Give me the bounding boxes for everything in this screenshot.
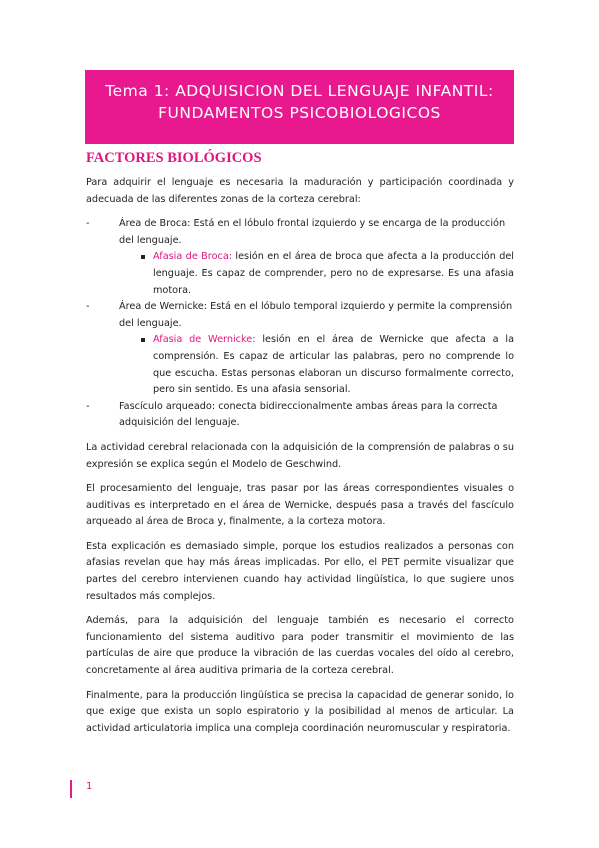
- document-body: [86, 175, 514, 745]
- areas-list: [86, 216, 514, 432]
- paragraph-geschwind: La actividad cerebral relacionada con la adquisición de la comprensión de palabras o su expresión se explica según el Modelo de Geschwind.: [86, 441, 514, 470]
- afasia-broca-text: lesión en el área de broca que afecta a la producción del lenguaje. Es capaz de comprender, pero no de expresarse. Es una afasia motora.: [153, 251, 514, 296]
- dash-bullet: -: [86, 218, 90, 230]
- paragraph-explicacion: Esta explicación es demasiado simple, porque los estudios realizados a personas con afasias revelan que hay más áreas implicadas. Por ello, el PET permite visualizar que partes del cerebro intervienen cuando hay actividad lingüística, lo que sugiere unos resultados más complejos.: [86, 540, 514, 602]
- dash-bullet: -: [86, 301, 90, 313]
- title-banner: [85, 70, 514, 144]
- sublist-item-afasia-broca: [119, 249, 514, 299]
- broca-sublist: [119, 249, 514, 299]
- paragraph-auditivo: Además, para la adquisición del lenguaje también es necesario el correcto funcionamiento del sistema auditivo para poder transmitir el movimiento de las partículas de aire que produce la vibración de las cuerdas vocales del oído al cerebro, concretamente al área auditiva primaria de la corteza cerebral.: [86, 615, 514, 677]
- list-item-wernicke: [86, 299, 514, 399]
- section-heading: FACTORES BIOLÓGICOS: [86, 150, 262, 166]
- page-number: 1: [86, 781, 93, 792]
- afasia-broca-term: Afasia de Broca:: [153, 251, 233, 263]
- paragraph-produccion: Finalmente, para la producción lingüística se precisa la capacidad de generar sonido, lo que exige que exista un soplo espiratorio y la posibilidad al menos de articular. La actividad articulatoria implica una compleja coordinación neuromuscular y respiratoria.: [86, 689, 514, 734]
- wernicke-text: Área de Wernicke: Está en el lóbulo temporal izquierdo y permite la comprensión del lenguaje.: [119, 301, 513, 329]
- paragraph-procesamiento: El procesamiento del lenguaje, tras pasar por las áreas correspondientes visuales o auditivas es interpretado en el área de Wernicke, después pasa a través del fascículo arqueado al área de Broca y, finalmente, a la corteza motora.: [86, 483, 514, 528]
- list-item-broca: [86, 216, 514, 299]
- dash-bullet: -: [86, 400, 90, 412]
- fasciculo-text: Fascículo arqueado: conecta bidireccionalmente ambas áreas para la correcta adquisición del lenguaje.: [119, 400, 498, 429]
- afasia-wernicke-text: lesión en el área de Wernicke que afecta a la comprensión. Es capaz de articular las palabras, pero no comprende lo que escucha. Estas personas elaboran un discurso formalmente correcto, pero sin sentido. Es una afasia sensorial.: [153, 334, 515, 396]
- list-item-fasciculo: [86, 399, 514, 432]
- title-line-2: FUNDAMENTOS PSICOBIOLOGICOS: [158, 104, 441, 122]
- square-bullet-icon: [141, 255, 145, 259]
- title-line-1: Tema 1: ADQUISICION DEL LENGUAJE INFANTIL:: [105, 82, 494, 100]
- intro-paragraph: Para adquirir el lenguaje es necesaria la maduración y participación coordinada y adecuada de las diferentes zonas de la corteza cerebral:: [86, 177, 514, 205]
- afasia-wernicke-term: Afasia de Wernicke:: [153, 334, 256, 346]
- sublist-item-afasia-wernicke: [119, 332, 514, 398]
- square-bullet-icon: [141, 338, 145, 342]
- broca-text: Área de Broca: Está en el lóbulo frontal izquierdo y se encarga de la producción del lenguaje.: [119, 218, 506, 246]
- footer-accent-bar: [70, 780, 72, 798]
- wernicke-sublist: [119, 332, 514, 398]
